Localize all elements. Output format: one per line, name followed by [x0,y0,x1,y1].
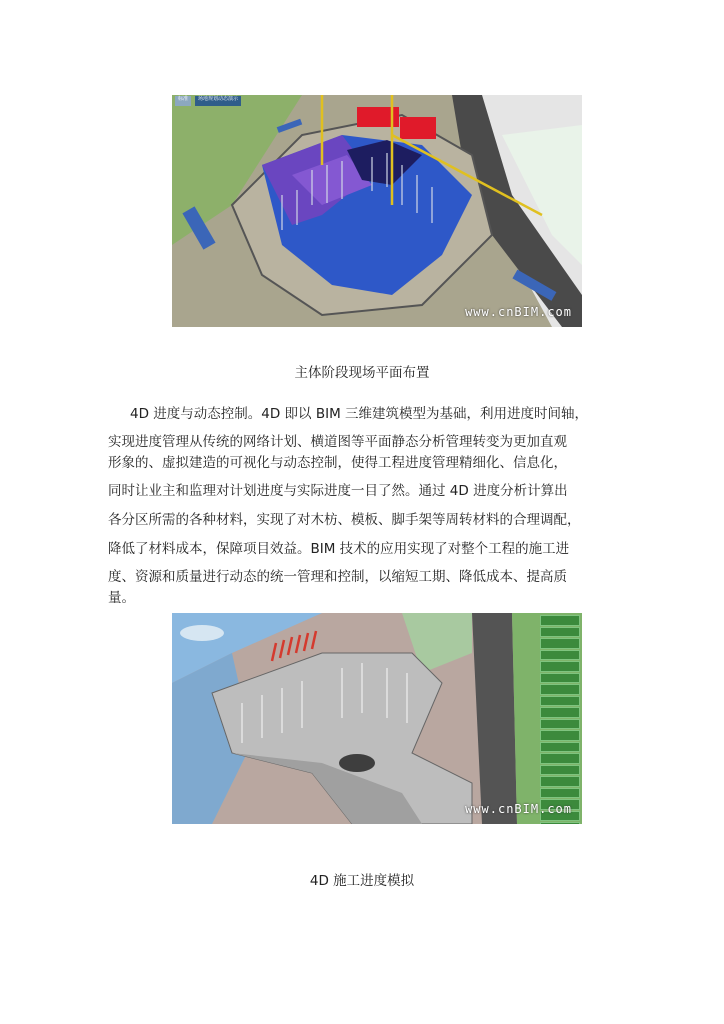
figure1-caption: 主体阶段现场平面布置 [294,365,430,381]
schedule-date-list [540,615,580,824]
site-layout-rendering [172,95,582,327]
watermark: www.cnBIM.com [465,305,572,319]
figure2-caption: 4D 施工进度模拟 [309,873,415,889]
toolbar-button-standard: 标准 [175,96,191,106]
watermark: www.cnBIM.com [465,802,572,816]
paragraph-line: 各分区所需的各种材料，实现了对木枋、模板、脚手架等周转材料的合理调配， [108,512,581,528]
paragraph-line: 形象的、虚拟建造的可视化与动态控制，使得工程进度管理精细化、信息化， [108,455,567,471]
paragraph-line: 降低了材料成本，保障项目效益。BIM 技术的应用实现了对整个工程的施工进 [108,541,570,557]
4d-simulation-rendering [172,613,582,824]
toolbar-button-site-planning: 场地规划动态演示 [195,96,241,106]
paragraph-line: 实现进度管理从传统的网络计划、横道图等平面静态分析管理转变为更加直观 [108,434,567,450]
viewer-toolbar [172,95,244,107]
paragraph-line: 度、资源和质量进行动态的统一管理和控制，以缩短工期、降低成本、提高质 [108,569,567,585]
paragraph-line: 4D 进度与动态控制。4D 即以 BIM 三维建筑模型为基础，利用进度时间轴， [130,406,589,422]
paragraph-line: 量。 [108,590,135,606]
paragraph-line: 同时让业主和监理对计划进度与实际进度一目了然。通过 4D 进度分析计算出 [108,483,568,499]
